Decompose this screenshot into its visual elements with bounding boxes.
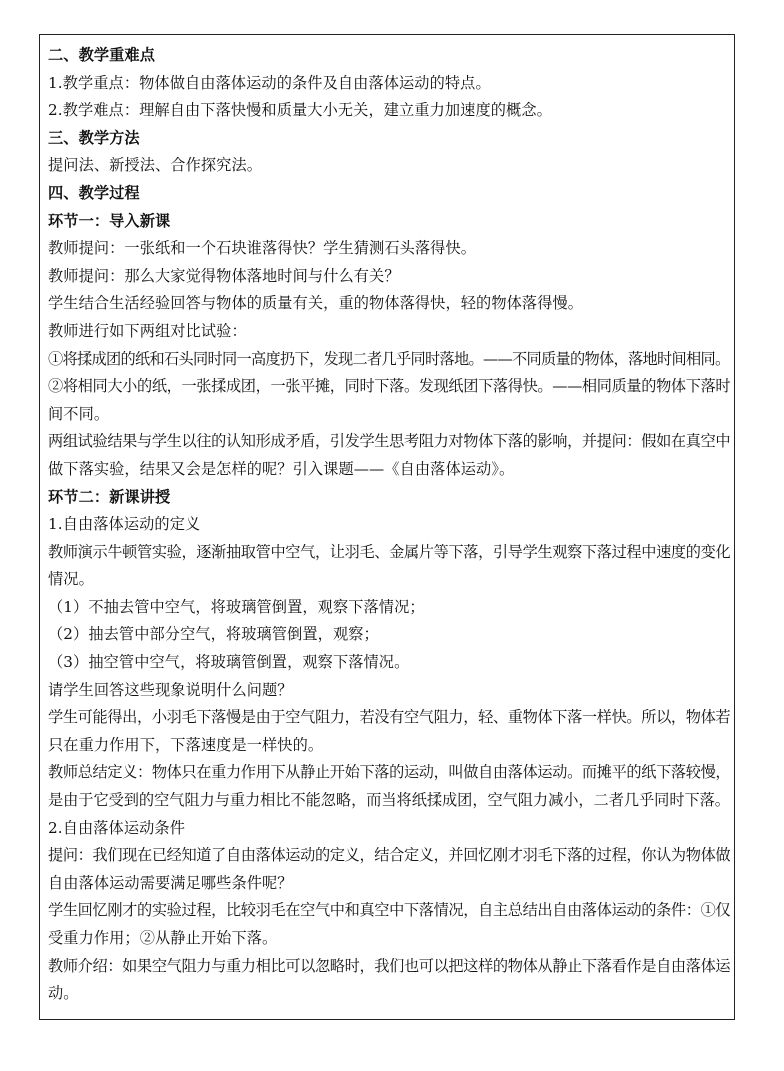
- text-line: 做下落实验，结果又会是怎样的呢？引入课题——《自由落体运动》。: [48, 459, 515, 478]
- text-line: 两组试验结果与学生以往的认知形成矛盾，引发学生思考阻力对物体下落的影响，并提问：假如在真空中: [48, 432, 731, 451]
- section-heading-methods: 三、教学方法: [48, 128, 140, 147]
- text-line: 学生结合生活经验回答与物体的质量有关，重的物体落得快，轻的物体落得慢。: [48, 294, 584, 313]
- text-line: 教师提问：那么大家觉得物体落地时间与什么有关？: [48, 266, 400, 285]
- document-body: [48, 42, 731, 1008]
- text-line: 动。: [48, 984, 79, 1003]
- text-line: 教师提问：一张纸和一个石块谁落得快？学生猜测石头落得快。: [48, 239, 477, 258]
- text-line: 教师总结定义：物体只在重力作用下从静止开始下落的运动，叫做自由落体运动。而摊平的纸下落较慢，: [48, 763, 731, 782]
- text-line: 学生回忆刚才的实验过程，比较羽毛在空气中和真空中下落情况，自主总结出自由落体运动的条件：①仅: [48, 901, 731, 920]
- text-line: 提问法、新授法、合作探究法。: [48, 156, 263, 175]
- text-line: （1）不抽去管中空气，将玻璃管倒置，观察下落情况；: [48, 597, 425, 616]
- subsection-heading-new-lesson: 环节二：新课讲授: [48, 487, 171, 506]
- text-line: ①将揉成团的纸和石头同时同一高度扔下，发现二者几乎同时落地。——不同质量的物体，落地时间相同。: [48, 349, 730, 368]
- text-line: 自由落体运动需要满足哪些条件呢？: [48, 873, 293, 892]
- text-line: 教师演示牛顿管实验，逐渐抽取管中空气，让羽毛、金属片等下落，引导学生观察下落过程中速度的变化: [48, 542, 731, 561]
- text-line: 2.自由落体运动条件: [48, 818, 185, 837]
- text-line: 教师介绍：如果空气阻力与重力相比可以忽略时，我们也可以把这样的物体从静止下落看作是自由落体运: [48, 956, 731, 975]
- section-heading-key-points: 二、教学重难点: [48, 46, 156, 64]
- text-line: 1.教学重点：物体做自由落体运动的条件及自由落体运动的特点。: [48, 73, 491, 92]
- text-line: 是由于它受到的空气阻力与重力相比不能忽略，而当将纸揉成团，空气阻力减小，二者几乎同时下落。: [48, 791, 730, 810]
- text-line: 情况。: [48, 570, 94, 589]
- text-line: 1.自由落体运动的定义: [48, 515, 201, 534]
- section-heading-process: 四、教学过程: [48, 183, 140, 202]
- text-line: 提问：我们现在已经知道了自由落体运动的定义，结合定义，并回忆刚才羽毛下落的过程，你认为物体做: [48, 846, 731, 865]
- text-line: 学生可能得出，小羽毛下落慢是由于空气阻力，若没有空气阻力，轻、重物体下落一样快。所以，物体若: [48, 708, 731, 727]
- text-line: 请学生回答这些现象说明什么问题？: [48, 680, 293, 699]
- subsection-heading-intro: 环节一：导入新课: [48, 211, 171, 230]
- text-line: （3）抽空管中空气，将玻璃管倒置，观察下落情况。: [48, 653, 410, 672]
- text-line: ②将相同大小的纸，一张揉成团，一张平摊，同时下落。发现纸团下落得快。——相同质量的物体下落时: [48, 377, 731, 396]
- text-line: 2.教学难点：理解自由下落快慢和质量大小无关，建立重力加速度的概念。: [48, 101, 552, 120]
- text-line: 只在重力作用下，下落速度是一样快的。: [48, 735, 324, 754]
- text-line: 受重力作用；②从静止开始下落。: [48, 929, 278, 947]
- text-line: （2）抽去管中部分空气，将玻璃管倒置，观察；: [48, 625, 379, 644]
- text-line: 间不同。: [48, 404, 110, 423]
- text-line: 教师进行如下两组对比试验：: [48, 321, 247, 340]
